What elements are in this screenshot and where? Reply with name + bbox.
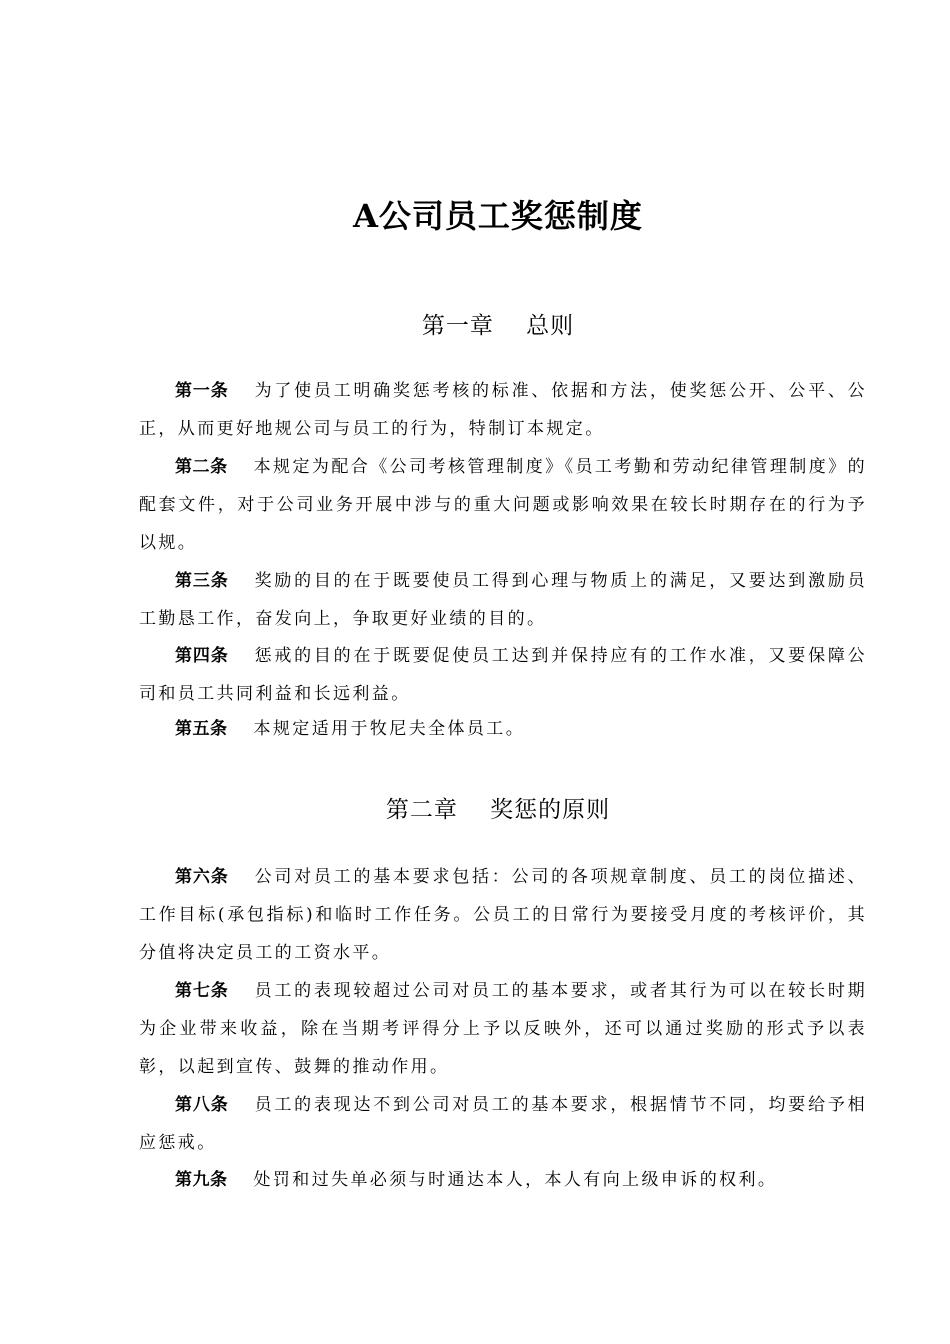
article-label: 第二条: [175, 457, 228, 477]
article-label: 第八条: [175, 1095, 229, 1115]
chapter-title: 第二章 奖惩的原则: [385, 797, 611, 823]
article-paragraph: [139, 710, 867, 748]
article-label: 第三条: [175, 571, 229, 591]
article-text: 为了使员工明确奖惩考核的标准、依据和方法，使奖惩公开、公平、公正，从而更好地规公司与员工的行为，特制订本规定。: [139, 381, 868, 439]
article-paragraph: [139, 562, 867, 638]
article-label: 第九条: [175, 1170, 228, 1190]
article-paragraph: [139, 1086, 867, 1162]
article-text: 处罚和过失单必须与时通达本人，本人有向上级申诉的权利。: [253, 1170, 778, 1190]
chapter-title: 第一章 总则: [421, 313, 575, 339]
article-label: 第五条: [175, 719, 228, 739]
article-text: 惩戒的目的在于既要促使员工达到并保持应有的工作水准，又要保障公司和员工共同利益和长远利益。: [139, 646, 868, 704]
article-label: 第七条: [175, 981, 229, 1001]
article-text: 员工的表现达不到公司对员工的基本要求，根据情节不同，均要给予相应惩戒。: [139, 1095, 868, 1153]
article-paragraph: [139, 972, 867, 1086]
article-text: 员工的表现较超过公司对员工的基本要求，或者其行为可以在较长时期为企业带来收益，除在当期考评得分上予以反映外，还可以通过奖励的形式予以表彰，以起到宣传、鼓舞的推动作用。: [139, 981, 868, 1077]
article-label: 第一条: [175, 381, 229, 401]
article-paragraph: [139, 1161, 867, 1199]
article-paragraph: [139, 637, 867, 713]
article-paragraph: [139, 372, 867, 448]
document-title: A公司员工奖惩制度: [353, 197, 643, 235]
article-text: 奖励的目的在于既要使员工得到心理与物质上的满足，又要达到激励员工勤恳工作，奋发向上，争取更好业绩的目的。: [139, 571, 868, 629]
article-text: 本规定为配合《公司考核管理制度》《员工考勤和劳动纪律管理制度》的配套文件，对于公司业务开展中涉与的重大问题或影响效果在较长时期存在的行为予以规。: [139, 457, 867, 553]
article-text: 公司对员工的基本要求包括：公司的各项规章制度、员工的岗位描述、工作目标(承包指标)和临时工作任务。公员工的日常行为要接受月度的考核评价，其分值将决定员工的工资水平。: [139, 867, 868, 963]
article-text: 本规定适用于牧尼夫全体员工。: [253, 719, 526, 739]
article-label: 第四条: [175, 646, 229, 666]
article-label: 第六条: [175, 867, 229, 887]
article-paragraph: [139, 448, 867, 562]
article-paragraph: [139, 858, 867, 972]
